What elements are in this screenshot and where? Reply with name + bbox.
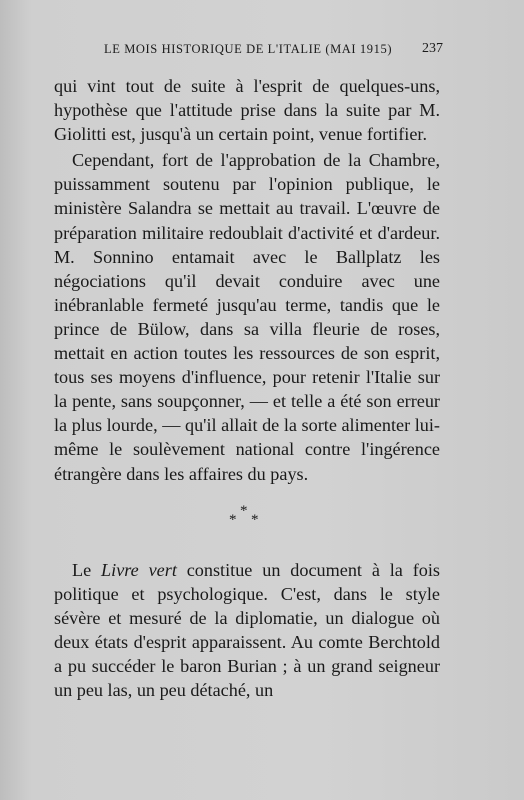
asterisk-left: *	[229, 511, 237, 528]
section-separator	[54, 486, 440, 558]
asterisk-top: *	[240, 502, 248, 519]
paragraph-continued: qui vint tout de suite à l'esprit de quelques-uns, hypothèse que l'attitude prise dans la suite par M. Giolitti est, jusqu'à un certain point, venue fortifier.	[54, 76, 440, 145]
page-header	[0, 42, 524, 62]
paragraph-cependant: Cependant, fort de l'approbation de la Chambre, puissamment soutenu par l'opinion publique, le ministère Salandra se mettait au travail. L'œuvre de préparation militaire redoublait d'activité et d'ardeur. M. Sonnino entamait avec le Ballplatz les négociations qu'il devait conduire avec une inébranlable fermeté jusqu'au terme, tandis que le prince de Bülow, dans sa villa fleurie de roses, mettait en action toutes les ressources de son esprit, tous ses moyens d'influence, pour retenir l'Italie sur la pente, sans soupçonner, — et telle a été son erreur la plus lourde, — qu'il allait de la sorte alimenter lui-même le soulèvement national contre l'ingérence étrangère dans les affaires du pays.	[54, 150, 440, 484]
paragraph-livre-vert	[54, 558, 440, 703]
asterisk-right: *	[251, 511, 259, 528]
running-head: LE MOIS HISTORIQUE DE L'ITALIE (MAI 1915)	[104, 42, 393, 56]
page-number: 237	[422, 41, 443, 56]
paragraph-prefix: Le	[72, 559, 102, 580]
body-text	[54, 74, 440, 702]
paragraph-rest: constitue un document à la fois politique et psychologique. C'est, dans le style sévère et mesuré de la diplomatie, un dialogue où deux états d'esprit apparaissent. Au comte Berchtold a pu succéder le baron Burian ; à un grand seigneur un peu las, un peu détaché, un	[54, 559, 440, 701]
book-title-livre-vert: Livre vert	[101, 559, 177, 580]
asterism-ornament	[227, 504, 267, 532]
